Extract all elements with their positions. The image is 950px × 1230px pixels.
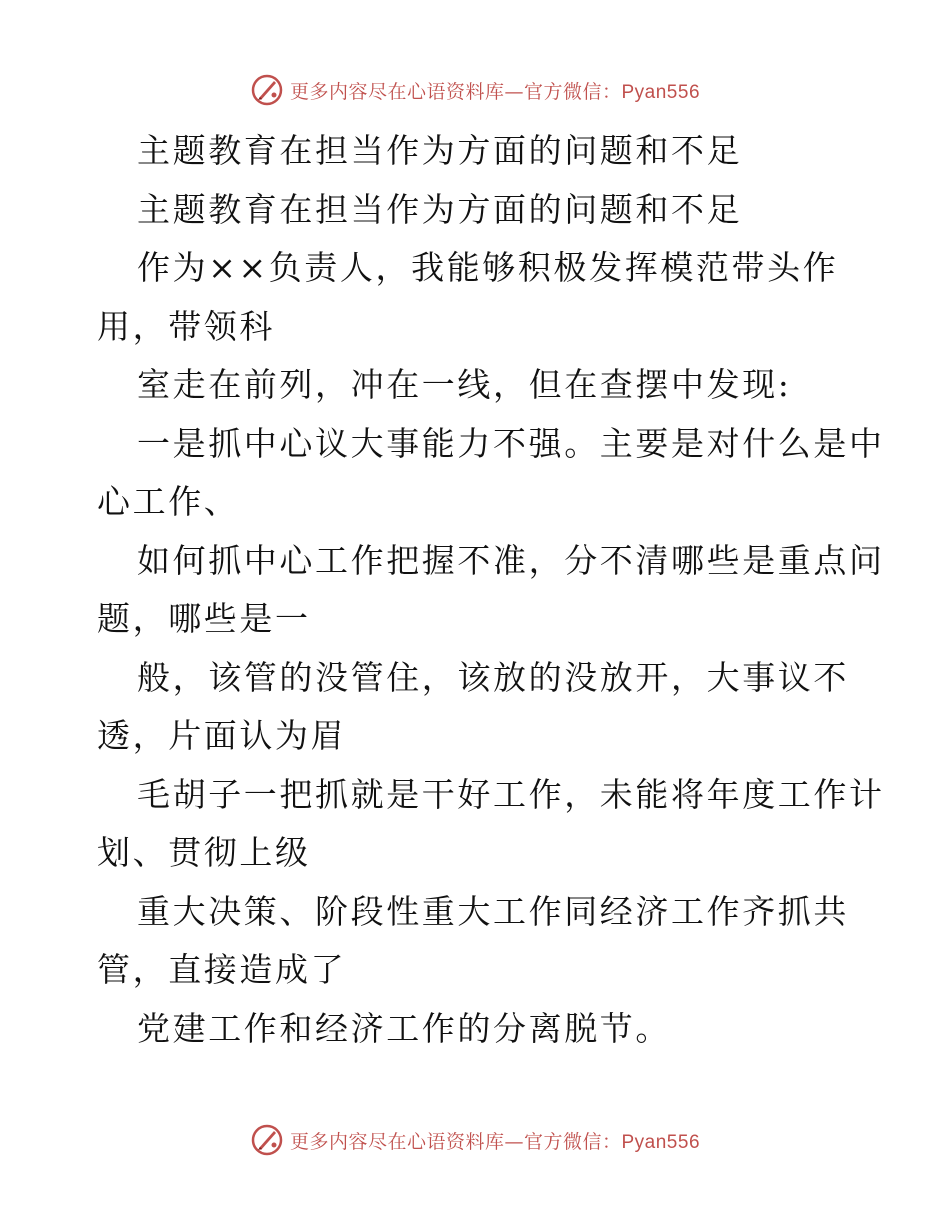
text-line: 题，哪些是一 [97,599,311,638]
header-banner-content [250,73,700,107]
wechat-id: Pyan556 [621,81,701,103]
text-line: 党建工作和经济工作的分离脱节。 [137,1008,671,1048]
quill-pen-circle-icon [250,1123,284,1157]
text-line: 室走在前列，冲在一线，但在查摆中发现: [137,365,792,404]
footer-banner-content [250,1123,700,1157]
footer-banner [0,1120,950,1160]
text-line: 毛胡子一把抓就是干好工作，未能将年度工作计 [137,774,885,814]
text-line: 管，直接造成了 [97,950,347,989]
text-line: 心工作、 [97,482,240,521]
quill-pen-circle-icon [250,73,284,107]
wechat-id: Pyan556 [621,1131,701,1153]
banner-text: 更多内容尽在心语资料库—官方微信：Pyan556 [289,1130,701,1153]
text-line: 如何抓中心工作把握不准，分不清哪些是重点问 [137,540,885,580]
text-line: 主题教育在担当作为方面的问题和不足 [137,189,743,229]
text-line: 作为××负责人，我能够积极发挥模范带头作 [137,248,839,287]
banner-text: 更多内容尽在心语资料库—官方微信：Pyan556 [289,80,701,103]
text-line: 主题教育在担当作为方面的问题和不足 [137,131,743,170]
text-line: 一是抓中心议大事能力不强。主要是对什么是中 [137,423,885,463]
document-body [97,122,885,1058]
header-banner [0,70,950,110]
text-line: 用，带领科 [97,306,275,346]
text-line: 透，片面认为眉 [97,716,347,755]
text-line: 划、贯彻上级 [97,833,311,872]
text-line: 重大决策、阶段性重大工作同经济工作齐抓共 [137,891,849,931]
text-line: 般，该管的没管住，该放的没放开，大事议不 [137,657,849,697]
